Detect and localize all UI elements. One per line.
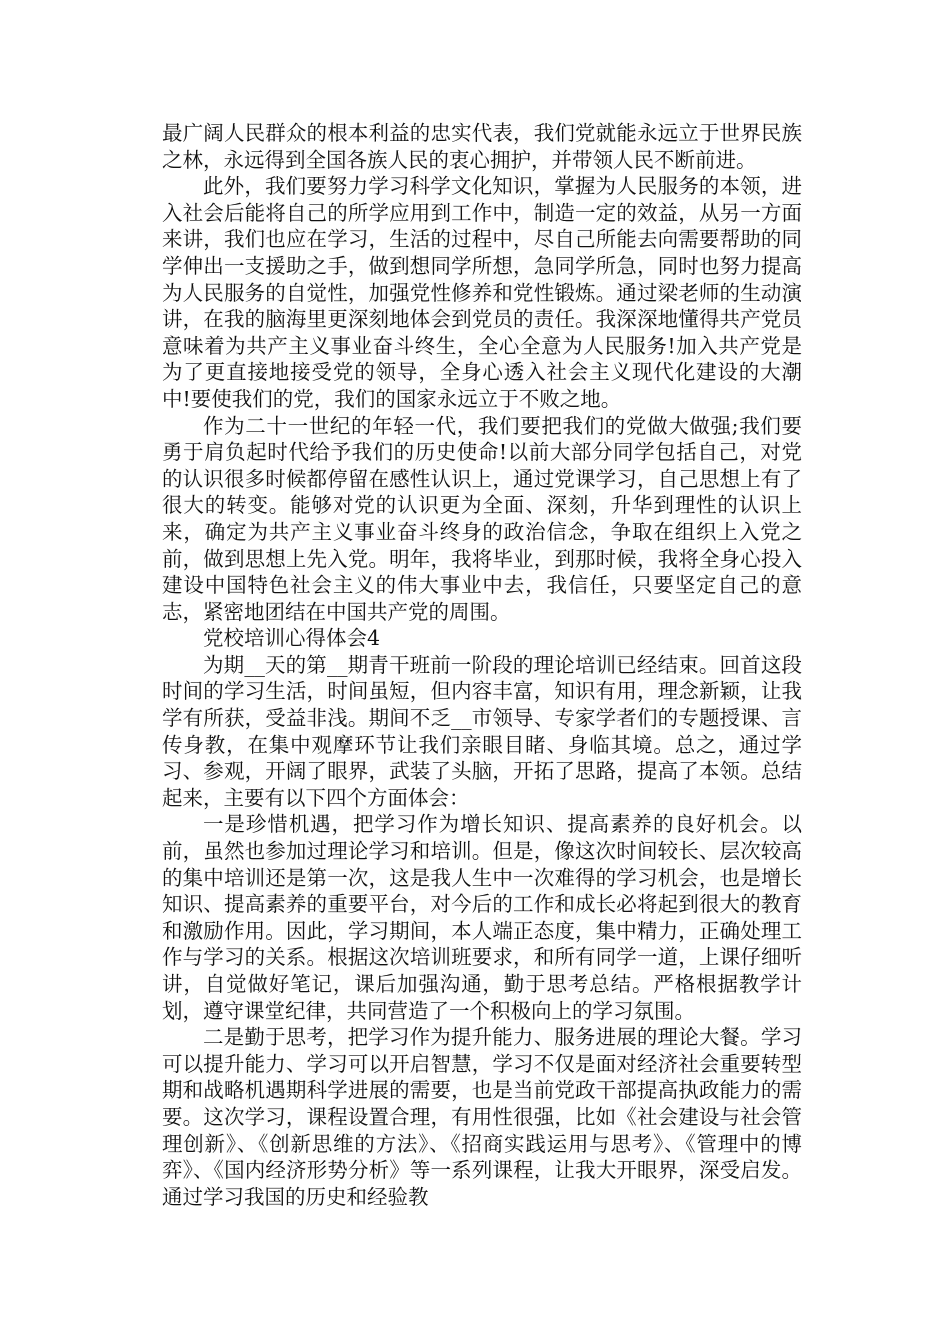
- paragraph-1: 最广阔人民群众的根本利益的忠实代表，我们党就能永远立于世界民族之林，永远得到全国各族人民的衷心拥护，并带领人民不断前进。: [162, 121, 802, 172]
- section-heading: 党校培训心得体会4: [203, 626, 381, 651]
- paragraph-3: 作为二十一世纪的年轻一代，我们要把我们的党做大做强;我们要勇于肩负起时代给予我们的历史使命!以前大部分同学包括自己，对党的认识很多时候都停留在感性认识上，通过党课学习，自己思想上有了很大的转变。能够对党的认识更为全面、深刻，升华到理性的认识上来，确定为共产主义事业奋斗终身的政治信念，争取在组织上入党之前，做到思想上先入党。明年，我将毕业，到那时候，我将全身心投入建设中国特色社会主义的伟大事业中去，我信任，只要坚定自己的意志，紧密地团结在中国共产党的周围。: [162, 413, 802, 624]
- paragraph-5: 为期__天的第__期青干班前一阶段的理论培训已经结束。回首这段时间的学习生活，时间虽短，但内容丰富，知识有用，理念新颖，让我学有所获，受益非浅。期间不乏__市领导、专家学者们的专题授课、言传身教，在集中观摩环节让我们亲眼目睹、身临其境。总之，通过学习、参观，开阔了眼界，武装了头脑，开拓了思路，提高了本领。总结起来，主要有以下四个方面体会：: [162, 652, 802, 810]
- paragraph-7: 二是勤于思考，把学习作为提升能力、服务进展的理论大餐。学习可以提升能力、学习可以开启智慧，学习不仅是面对经济社会重要转型期和战略机遇期科学进展的需要，也是当前党政干部提高执政能力的需要。这次学习，课程设置合理，有用性很强，比如《社会建设与社会管理创新》、《创新思维的方法》、《招商实践运用与思考》、《管理中的博弈》、《国内经济形势分析》等一系列课程，让我大开眼界，深受启发。通过学习我国的历史和经验教: [162, 1025, 802, 1209]
- paragraph-6: 一是珍惜机遇，把学习作为增长知识、提高素养的良好机会。以前，虽然也参加过理论学习和培训。但是，像这次时间较长、层次较高的集中培训还是第一次，这是我人生中一次难得的学习机会，也是增长知识、提高素养的重要平台，对今后的工作和成长必将起到很大的教育和激励作用。因此，学习期间，本人端正态度，集中精力，正确处理工作与学习的关系。根据这次培训班要求，和所有同学一道，上课仔细听讲，自觉做好笔记，课后加强沟通，勤于思考总结。严格根据教学计划，遵守课堂纪律，共同营造了一个积极向上的学习氛围。: [162, 812, 802, 1023]
- document-body: [162, 120, 802, 1210]
- paragraph-2: 此外，我们要努力学习科学文化知识，掌握为人民服务的本领，进入社会后能将自己的所学应用到工作中，制造一定的效益，从另一方面来讲，我们也应在学习，生活的过程中，尽自己所能去向需要帮助的同学伸出一支援助之手，做到想同学所想，急同学所急，同时也努力提高为人民服务的自觉性，加强党性修养和党性锻炼。通过梁老师的生动演讲，在我的脑海里更深刻地体会到党员的责任。我深深地懂得共产党员意味着为共产主义事业奋斗终生，全心全意为人民服务!加入共产党是为了更直接地接受党的领导，全身心透入社会主义现代化建设的大潮中!要使我们的党，我们的国家永远立于不败之地。: [162, 174, 802, 411]
